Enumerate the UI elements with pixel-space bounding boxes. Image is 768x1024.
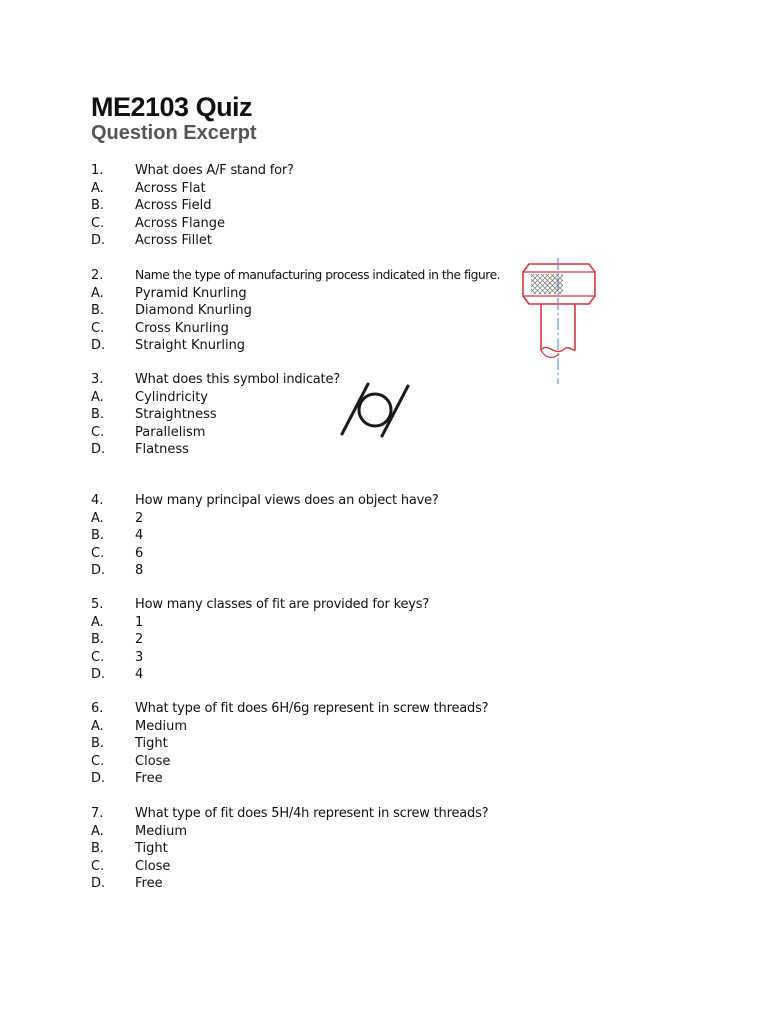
option-letter: C. [91, 424, 105, 440]
option-c [91, 215, 531, 233]
question-row [91, 700, 531, 718]
question-text: How many classes of fit are provided for keys? [135, 597, 430, 612]
knurled-part-icon [515, 258, 605, 384]
option-b [91, 735, 531, 753]
option-letter: B. [91, 736, 105, 751]
option-text: Close [135, 858, 171, 874]
option-letter: B. [91, 303, 105, 318]
question-number: 7. [91, 806, 104, 821]
cylindricity-symbol-icon [338, 378, 418, 440]
option-d [91, 770, 531, 788]
option-text: Across Flat [135, 180, 206, 196]
question-number: 1. [91, 163, 104, 178]
option-d [91, 666, 531, 684]
option-a [91, 285, 511, 303]
option-a [91, 823, 531, 841]
option-letter: C. [91, 753, 105, 769]
option-text: Across Flange [135, 215, 226, 231]
question-4 [91, 492, 531, 580]
option-text: Tight [135, 736, 168, 751]
option-a [91, 510, 531, 528]
option-letter: D. [91, 771, 106, 786]
option-b [91, 840, 531, 858]
option-d [91, 441, 531, 459]
option-d [91, 562, 531, 580]
option-letter: D. [91, 667, 106, 682]
question-6 [91, 700, 531, 788]
question-7 [91, 805, 531, 893]
option-text: Cross Knurling [135, 320, 229, 336]
option-c [91, 545, 531, 563]
option-letter: A. [91, 510, 104, 526]
option-letter: D. [91, 563, 106, 578]
option-a [91, 718, 531, 736]
option-text: Straightness [135, 407, 217, 422]
option-text: Tight [135, 841, 168, 856]
option-letter: B. [91, 407, 105, 422]
option-b [91, 527, 531, 545]
option-letter: D. [91, 233, 106, 248]
question-row [91, 162, 531, 180]
option-text: 4 [135, 667, 144, 682]
option-text: 2 [135, 510, 144, 526]
option-letter: D. [91, 442, 106, 457]
question-row [91, 596, 531, 614]
question-number: 4. [91, 493, 104, 508]
option-text: Medium [135, 823, 187, 839]
option-letter: C. [91, 649, 105, 665]
option-a [91, 389, 531, 407]
option-letter: A. [91, 823, 104, 839]
option-letter: C. [91, 215, 105, 231]
option-letter: A. [91, 285, 104, 301]
question-number: 2. [91, 268, 104, 283]
question-row [91, 805, 531, 823]
option-letter: A. [91, 180, 104, 196]
option-letter: B. [91, 632, 105, 647]
option-text: 3 [135, 649, 144, 665]
question-number: 6. [91, 701, 104, 716]
option-d [91, 337, 511, 355]
question-5 [91, 596, 531, 684]
option-text: Parallelism [135, 424, 206, 440]
question-text: What type of fit does 6H/6g represent in screw threads? [135, 701, 489, 716]
option-text: 4 [135, 528, 144, 543]
option-text: Free [135, 876, 163, 891]
option-c [91, 858, 531, 876]
option-text: Diamond Knurling [135, 303, 252, 318]
option-text: Medium [135, 718, 187, 734]
page-subtitle: Question Excerpt [91, 122, 257, 144]
question-1 [91, 162, 531, 250]
option-letter: A. [91, 614, 104, 630]
option-a [91, 180, 531, 198]
option-letter: C. [91, 858, 105, 874]
option-d [91, 875, 531, 893]
option-c [91, 649, 531, 667]
option-text: Close [135, 753, 171, 769]
option-c [91, 424, 531, 442]
option-b [91, 197, 531, 215]
question-number: 3. [91, 372, 104, 387]
option-text: Free [135, 771, 163, 786]
option-text: Flatness [135, 442, 189, 457]
option-b [91, 631, 531, 649]
option-text: Pyramid Knurling [135, 285, 247, 301]
option-letter: C. [91, 320, 105, 336]
question-text: What type of fit does 5H/4h represent in screw threads? [135, 806, 489, 821]
option-c [91, 753, 531, 771]
question-row [91, 267, 511, 285]
option-letter: A. [91, 389, 104, 405]
option-text: Straight Knurling [135, 338, 246, 353]
option-c [91, 320, 511, 338]
question-text: What does A/F stand for? [135, 163, 294, 178]
option-text: 6 [135, 545, 144, 561]
question-row [91, 492, 531, 510]
question-text: What does this symbol indicate? [135, 372, 340, 387]
question-row [91, 371, 531, 389]
question-2 [91, 267, 511, 355]
question-number: 5. [91, 597, 104, 612]
option-text: 1 [135, 614, 144, 630]
question-text: Name the type of manufacturing process indicated in the figure. [135, 268, 501, 282]
question-text: How many principal views does an object have? [135, 493, 439, 508]
option-text: 2 [135, 632, 144, 647]
option-text: 8 [135, 563, 144, 578]
option-text: Across Fillet [135, 233, 212, 248]
option-letter: D. [91, 876, 106, 891]
option-letter: A. [91, 718, 104, 734]
option-letter: C. [91, 545, 105, 561]
option-b [91, 302, 511, 320]
option-text: Across Field [135, 198, 212, 213]
option-text: Cylindricity [135, 389, 208, 405]
option-letter: B. [91, 528, 105, 543]
option-d [91, 232, 531, 250]
option-letter: B. [91, 841, 105, 856]
option-a [91, 614, 531, 632]
page-title: ME2103 Quiz [91, 92, 253, 122]
option-letter: D. [91, 338, 106, 353]
option-b [91, 406, 531, 424]
option-letter: B. [91, 198, 105, 213]
question-3 [91, 371, 531, 459]
